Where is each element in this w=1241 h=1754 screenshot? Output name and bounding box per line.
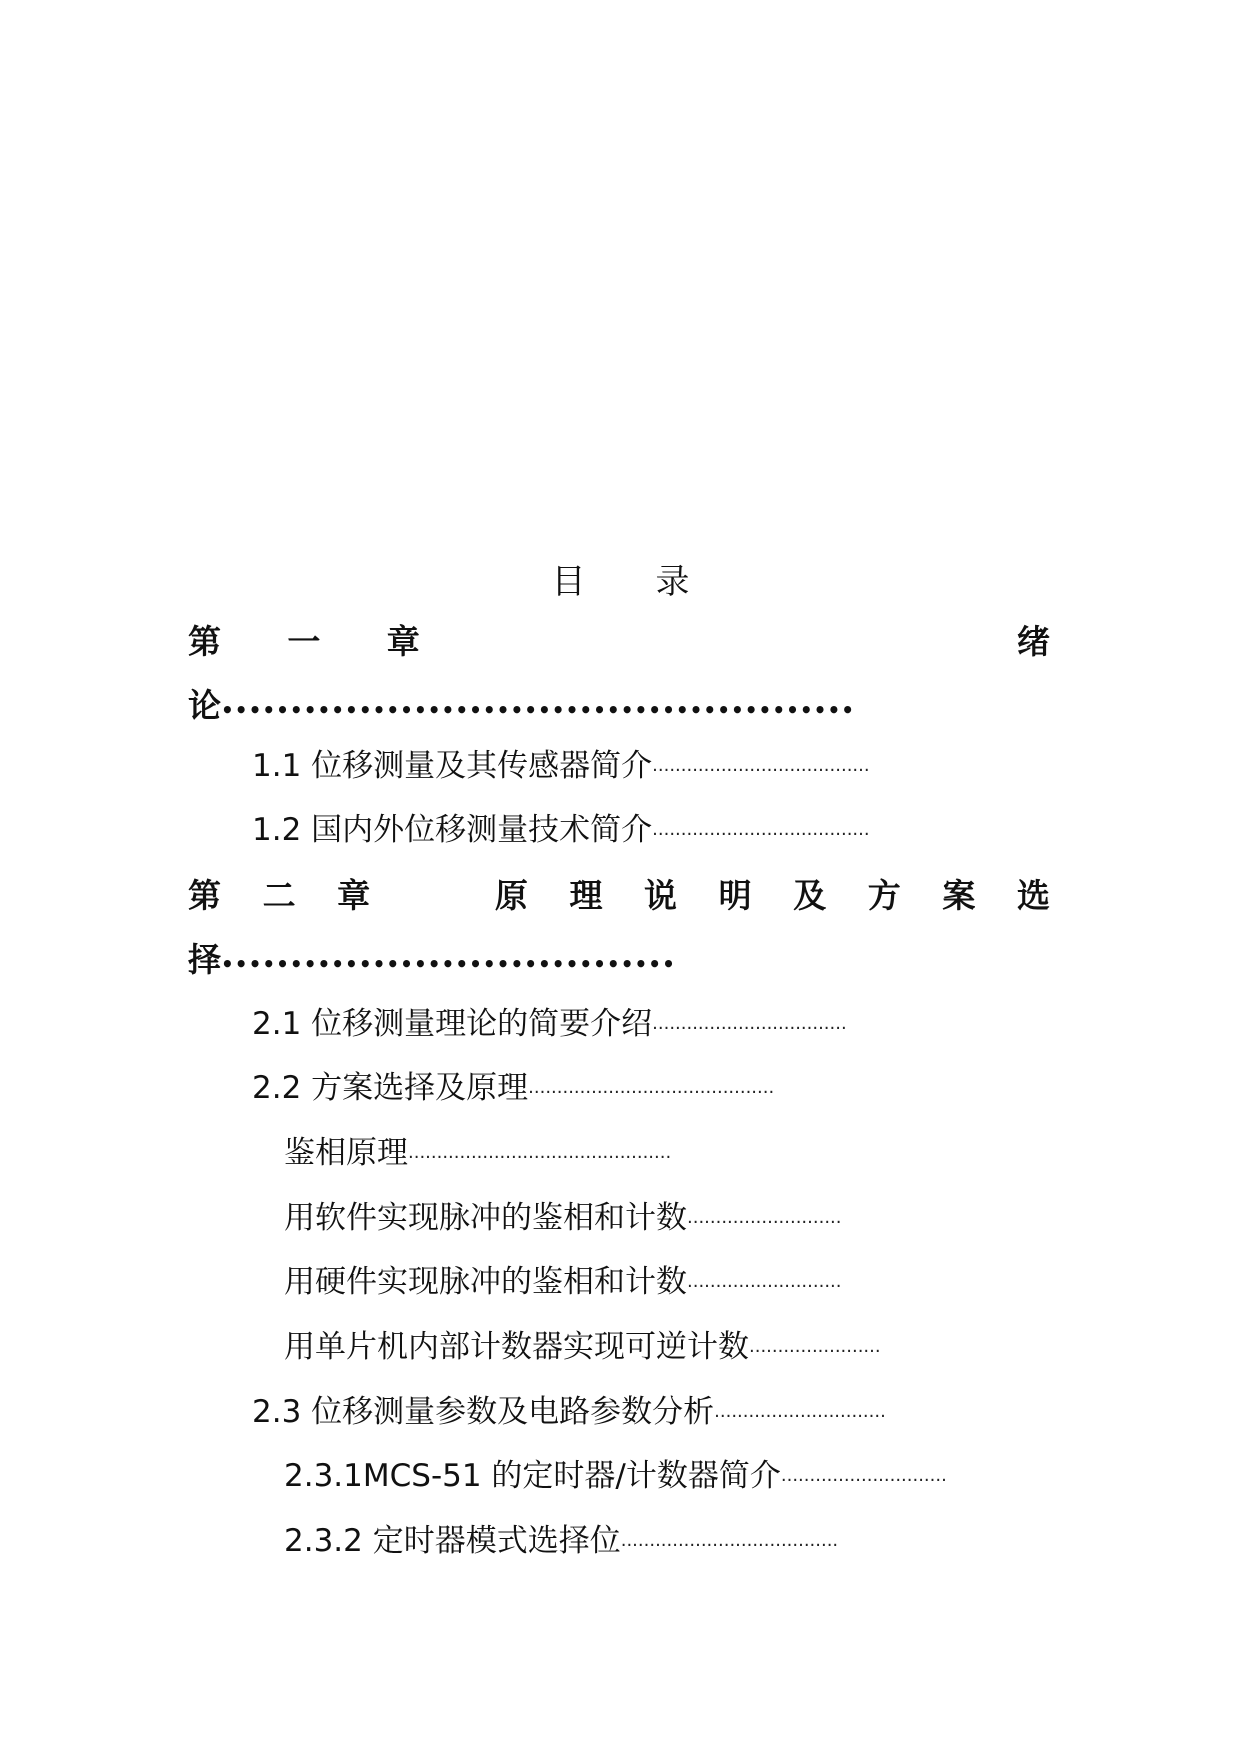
chapter-1-char: 一	[287, 622, 321, 661]
toc-entry-1-2[interactable]	[252, 810, 870, 855]
chapter-2-char: 章	[337, 876, 371, 915]
toc-entry-2-2-a[interactable]	[284, 1133, 671, 1178]
leader-dots: ···········································	[528, 1082, 775, 1103]
chapter-1-heading[interactable]	[188, 622, 1050, 662]
toc-title	[0, 554, 1241, 603]
leader-dots: ·······················	[749, 1341, 881, 1362]
toc-entry-2-3-2[interactable]	[284, 1521, 838, 1566]
entry-label: 1.1 位移测量及其传感器简介	[252, 748, 653, 784]
chapter-1-char: 第	[188, 622, 221, 661]
toc-entry-2-2-d[interactable]	[284, 1327, 881, 1372]
leader-dots: ······································	[652, 824, 870, 845]
chapter-2-char: 二	[262, 876, 296, 915]
leader-dots: ·····························	[780, 1470, 947, 1491]
entry-label: 2.1 位移测量理论的简要介绍	[252, 1006, 653, 1042]
leader-dots: ······························	[714, 1406, 886, 1427]
toc-entry-2-1[interactable]	[252, 1004, 847, 1049]
entry-label: 2.3.1MCS-51 的定时器/计数器简介	[284, 1458, 781, 1494]
toc-entry-2-2-c[interactable]	[284, 1262, 842, 1307]
entry-label: 用硬件实现脉冲的鉴相和计数	[284, 1264, 687, 1300]
chapter-2-char: 明	[718, 876, 752, 915]
toc-entry-2-2[interactable]	[252, 1068, 774, 1113]
entry-label: 鉴相原理	[284, 1135, 408, 1171]
chapter-2-heading[interactable]	[188, 876, 1050, 916]
toc-entry-1-1[interactable]	[252, 746, 870, 791]
entry-label: 2.3 位移测量参数及电路参数分析	[252, 1394, 715, 1430]
toc-title-right: 录	[655, 562, 690, 602]
toc-entry-2-2-b[interactable]	[284, 1198, 842, 1243]
chapter-2-cont-text: 择	[188, 940, 221, 979]
leader-dots: ···························	[687, 1212, 842, 1233]
entry-label: 2.3.2 定时器模式选择位	[284, 1523, 621, 1559]
chapter-2-continuation[interactable]	[188, 940, 676, 984]
chapter-1-cont-text: 论	[188, 686, 221, 725]
leader-dots: ··············································	[408, 1147, 672, 1168]
entry-label: 用软件实现脉冲的鉴相和计数	[284, 1200, 687, 1236]
chapter-2-char: 原	[494, 876, 528, 915]
chapter-2-char: 方	[867, 876, 901, 915]
leader-dots: ··································	[652, 1018, 847, 1039]
entry-label: 2.2 方案选择及原理	[252, 1070, 529, 1106]
leader-dots: •••••••••••••••••••••••••••••••••	[221, 952, 676, 976]
entry-label: 1.2 国内外位移测量技术简介	[252, 812, 653, 848]
chapter-1-char: 绪	[1016, 622, 1050, 661]
chapter-2-char: 理	[569, 876, 603, 915]
leader-dots: ···························	[687, 1276, 842, 1297]
chapter-2-char: 第	[188, 876, 221, 915]
chapter-2-char: 及	[793, 876, 827, 915]
toc-entry-2-3[interactable]	[252, 1392, 886, 1437]
entry-label: 用单片机内部计数器实现可逆计数	[284, 1329, 749, 1365]
toc-entry-2-3-1[interactable]	[284, 1456, 947, 1501]
chapter-2-char: 说	[644, 876, 678, 915]
chapter-1-char: 章	[386, 622, 420, 661]
chapter-1-continuation[interactable]	[188, 686, 855, 730]
leader-dots: ••••••••••••••••••••••••••••••••••••••••••••••	[221, 698, 856, 722]
chapter-2-char: 选	[1016, 876, 1050, 915]
leader-dots: ······································	[652, 760, 870, 781]
chapter-2-char: 案	[942, 876, 976, 915]
toc-title-left: 目	[551, 562, 586, 602]
leader-dots: ······································	[620, 1535, 839, 1556]
